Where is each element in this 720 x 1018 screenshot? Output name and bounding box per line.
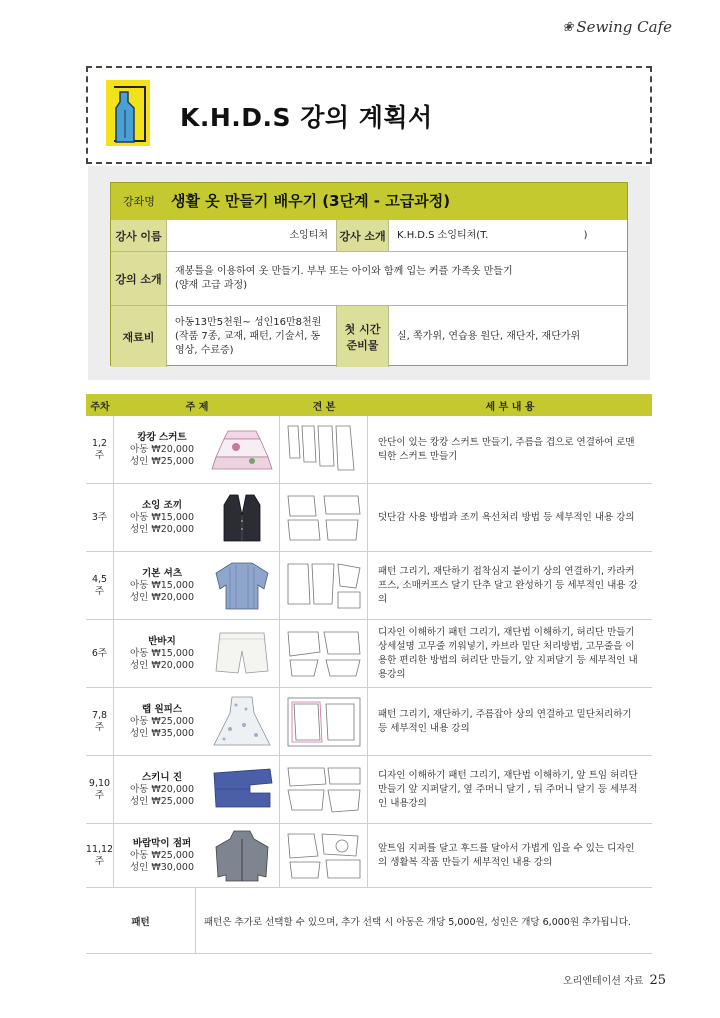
- course-name-label: 강좌명: [111, 183, 167, 219]
- ruler-icon: [106, 80, 150, 146]
- topic-cell: [114, 552, 280, 619]
- week-cell: 4,5 주: [86, 552, 114, 619]
- pattern-cell: [280, 620, 368, 687]
- title-box: [86, 66, 652, 164]
- pattern-cell: [280, 552, 368, 619]
- vest-icon: [210, 491, 274, 545]
- detail-cell: 디자인 이해하기 패턴 그리기, 재단법 이해하기, 허리단 만들기 상세설명 고무줄 끼워넣기, 카브라 밑단 처리방법, 고무줄을 이용한 편리한 방법의 허리단 만들기, 앞 지퍼달기 등 세부적인 내용강의: [378, 626, 638, 680]
- topic-cell: [114, 620, 280, 687]
- course-intro-label: 강의 소개: [111, 252, 167, 305]
- topic-cell: [114, 688, 280, 755]
- flower-icon: ❀: [562, 19, 574, 35]
- detail-cell: 패턴 그리기, 재단하기 접착심지 붙이기 상의 연결하기, 카라커프스, 소매커프스 달기 단추 달고 완성하기 등 세부적인 내용 강의: [378, 565, 638, 605]
- topic-text: [120, 838, 204, 874]
- topic-text: [120, 636, 204, 672]
- instructor-value: 소잉티쳐: [167, 220, 337, 251]
- page-number: 25: [649, 973, 666, 988]
- week-cell: 3주: [86, 484, 114, 551]
- footer-label: 오리엔테이션 자료: [562, 976, 644, 987]
- weekly-plan-table: [86, 394, 652, 954]
- course-intro-value: 재봉틀을 이용하여 옷 만들기. 부부 또는 아이와 함께 입는 커플 가족옷 만들기 (양재 고급 과정): [175, 265, 513, 291]
- topic-name: 기본 셔츠: [141, 567, 182, 579]
- instructor-row: [111, 219, 627, 251]
- plan-row: [86, 620, 652, 688]
- week-cell: 1,2 주: [86, 416, 114, 483]
- course-info-table: [110, 182, 628, 366]
- pattern-drawing-icon: [284, 762, 364, 818]
- instructor-label: 강사 이름: [111, 220, 167, 251]
- fee-value: 아동13만5천원~ 성인16만8천원 (작품 7종, 교재, 패턴, 기술서, 동영상, 수료증): [167, 306, 337, 367]
- plan-row: [86, 756, 652, 824]
- topic-name: 반바지: [148, 635, 176, 647]
- plan-row: [86, 824, 652, 888]
- pattern-cell: [280, 484, 368, 551]
- dress-icon: [210, 695, 274, 749]
- pattern-cell: [280, 756, 368, 823]
- child-price: 아동 ₩15,000: [129, 511, 194, 523]
- topic-text: [120, 568, 204, 604]
- adult-price: 성인 ₩35,000: [129, 727, 194, 739]
- week-cell: 11,12 주: [86, 824, 114, 887]
- child-price: 아동 ₩20,000: [129, 783, 194, 795]
- week-cell: 7,8 주: [86, 688, 114, 755]
- adult-price: 성인 ₩25,000: [129, 455, 194, 467]
- jeans-icon: [210, 763, 274, 817]
- pattern-cell: [280, 824, 368, 887]
- pattern-drawing-icon: [284, 694, 364, 750]
- prep-label: 첫 시간 준비물: [337, 306, 389, 367]
- adult-price: 성인 ₩20,000: [129, 523, 194, 535]
- topic-name: 캉캉 스커트: [137, 431, 187, 443]
- topic-cell: [114, 824, 280, 887]
- topic-header: 주 제: [185, 401, 209, 413]
- adult-price: 성인 ₩30,000: [129, 861, 194, 873]
- week-header: 주차: [90, 401, 110, 413]
- detail-cell: 앞트임 지퍼를 달고 후드를 달아서 가볍게 입을 수 있는 디자인의 생활복 작품 만들기 세부적인 내용 강의: [378, 842, 635, 868]
- child-price: 아동 ₩15,000: [129, 579, 194, 591]
- topic-name: 소잉 조끼: [141, 499, 182, 511]
- skirt-icon: [210, 423, 274, 477]
- detail-cell: 패턴 그리기, 재단하기, 주름잡아 상의 연결하고 밑단처리하기 등 세부적인 내용 강의: [378, 708, 632, 734]
- plan-row: [86, 688, 652, 756]
- topic-text: [120, 704, 204, 740]
- fee-label: 재료비: [111, 306, 167, 367]
- shirt-icon: [210, 559, 274, 613]
- topic-name: 스키니 진: [141, 771, 182, 783]
- pattern-note-label: 패턴: [86, 888, 196, 953]
- detail-header: 세 부 내 용: [485, 401, 535, 413]
- adult-price: 성인 ₩20,000: [129, 591, 194, 603]
- instructor-intro-label: 강사 소개: [337, 220, 389, 251]
- pattern-header: 견 본: [312, 401, 336, 413]
- course-intro-row: [111, 251, 627, 305]
- detail-cell: 안단이 있는 캉캉 스커트 만들기, 주름을 겹으로 연결하여 로맨틱한 스커트 만들기: [378, 436, 635, 462]
- fee-row: [111, 305, 627, 367]
- child-price: 아동 ₩25,000: [129, 715, 194, 727]
- pattern-drawing-icon: [284, 558, 364, 614]
- detail-cell: 디자인 이해하기 패턴 그리기, 재단법 이해하기, 앞 트임 허리단 만들기 앞 지퍼달기, 옆 주머니 달기 , 뒤 주머니 달기 등 세부적인 내용강의: [378, 769, 638, 809]
- plan-row: [86, 484, 652, 552]
- topic-name: 바람막이 점퍼: [132, 837, 192, 849]
- page-footer: [563, 972, 666, 988]
- plan-row: [86, 552, 652, 620]
- child-price: 아동 ₩15,000: [129, 647, 194, 659]
- pattern-drawing-icon: [284, 490, 364, 546]
- topic-name: 랩 원피스: [141, 703, 182, 715]
- detail-cell: 덧단감 사용 방법과 조끼 욕선처리 방법 등 세부적인 내용 강의: [378, 511, 635, 523]
- page-title: K.H.D.S 강의 계획서: [180, 103, 433, 132]
- prep-value: 실, 쪽가위, 연습용 원단, 재단자, 재단가위: [397, 330, 581, 342]
- course-name-row: [111, 183, 627, 219]
- brand-logo: [562, 18, 672, 36]
- pattern-note-value: 패턴은 추가로 선택할 수 있으며, 추가 선택 시 아동은 개당 5,000원, 성인은 개당 6,000원 추가됩니다.: [204, 916, 631, 928]
- pattern-drawing-icon: [284, 626, 364, 682]
- topic-text: [120, 432, 204, 468]
- pattern-note-row: [86, 888, 652, 954]
- adult-price: 성인 ₩25,000: [129, 795, 194, 807]
- child-price: 아동 ₩20,000: [129, 443, 194, 455]
- pattern-drawing-icon: [284, 828, 364, 884]
- pattern-drawing-icon: [284, 422, 364, 478]
- week-cell: 6주: [86, 620, 114, 687]
- topic-cell: [114, 416, 280, 483]
- brand-name: Sewing Cafe: [576, 18, 672, 36]
- topic-cell: [114, 756, 280, 823]
- topic-cell: [114, 484, 280, 551]
- child-price: 아동 ₩25,000: [129, 849, 194, 861]
- pattern-cell: [280, 688, 368, 755]
- jacket-icon: [210, 829, 274, 883]
- course-name-value: 생활 옷 만들기 배우기 (3단계 - 고급과정): [171, 192, 451, 210]
- week-cell: 9,10 주: [86, 756, 114, 823]
- topic-text: [120, 500, 204, 536]
- plan-header: [86, 394, 652, 416]
- pattern-cell: [280, 416, 368, 483]
- course-info-panel: [88, 166, 650, 380]
- topic-text: [120, 772, 204, 808]
- plan-row: [86, 416, 652, 484]
- adult-price: 성인 ₩20,000: [129, 659, 194, 671]
- shorts-icon: [210, 627, 274, 681]
- instructor-intro-value: K.H.D.S 소잉티쳐(T. ): [397, 229, 588, 241]
